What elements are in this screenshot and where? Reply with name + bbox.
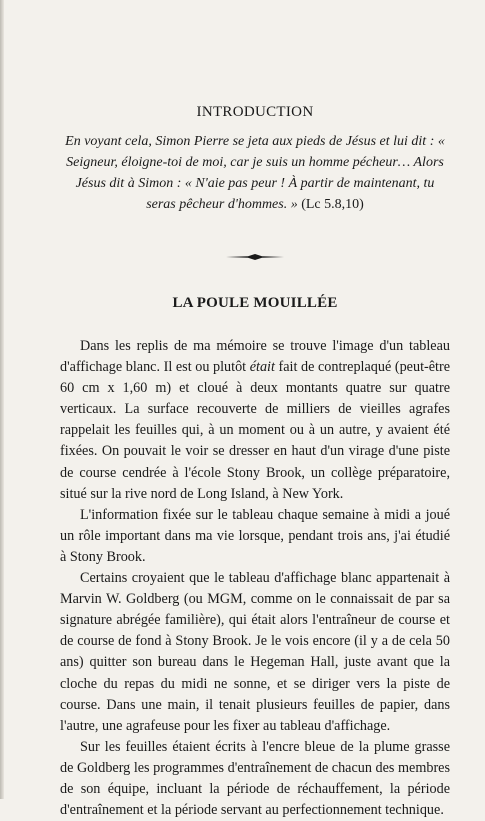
- paragraph-1-text-b: fait de contreplaqué (peut-être 60 cm x 1,60 m) et cloué à deux montants quatre sur quatre verticaux. La surface recouverte de milliers de vieilles agrafes rappelait les feuilles qui, à un moment ou à un autre, y avaient été fixées. On pouvait le voir se dresser en haut d'un virage d'une piste de course cendrée à l'école Stony Brook, un collège préparatoire, situé sur la rive nord de Long Island, à New York.: [60, 359, 451, 502]
- paragraph-3: Certains croyaient que le tableau d'affichage blanc appartenait à Marvin W. Goldberg (ou MGM, comme on le connaissait de par sa signature abrégée familière), qui était alors l'entraîneur de course et de course de fond à Stony Brook. Je le vois encore (il y a de cela 50 ans) quitter son bureau dans le Hegeman Hall, juste avant que la cloche du repas du midi ne sonne, et se diriger vers la piste de course. Dans une main, il tenait plusieurs feuilles de papier, dans l'autre, une agrafeuse pour les fixer au tableau d'affichage.: [60, 570, 450, 734]
- paragraph-2: L'information fixée sur le tableau chaque semaine à midi a joué un rôle important dans ma vie lorsque, pendant trois ans, j'ai étudié à Stony Brook.: [60, 506, 450, 565]
- page-edge: [0, 0, 4, 799]
- chapter-body: [60, 336, 450, 821]
- paragraph-1-emphasis: était: [249, 359, 275, 376]
- paragraph-1-text-a: Dans les replis de ma mémoire se trouve l'image d'un tableau d'affichage blanc. Il est ou plutôt: [60, 338, 450, 376]
- paragraph-4: Sur les feuilles étaient écrits à l'encre bleue de la plume grasse de Goldberg les programmes d'entraînement de chacun des membres de son équipe, incluant la période de réchauffement, la période d'entraînement et la période servant au perfectionnement technique.: [60, 738, 450, 819]
- epigraph-quote: En voyant cela, Simon Pierre se jeta aux pieds de Jésus et lui dit : « Seigneur, éloigne-toi de moi, car je suis un homme pécheur… Alors Jésus dit à Simon : « N'aie pas peur ! À partir de maintenant, tu seras pêcheur d'hommes. »: [65, 134, 445, 212]
- chapter-title: LA POULE MOUILLÉE: [172, 295, 338, 311]
- epigraph-reference: (Lc 5.8,10): [301, 197, 364, 212]
- introduction-heading: INTRODUCTION: [196, 104, 314, 120]
- section-ornament-icon: [226, 253, 284, 261]
- epigraph: [60, 131, 450, 215]
- page-content: [60, 104, 450, 821]
- paragraph-1: [60, 336, 450, 505]
